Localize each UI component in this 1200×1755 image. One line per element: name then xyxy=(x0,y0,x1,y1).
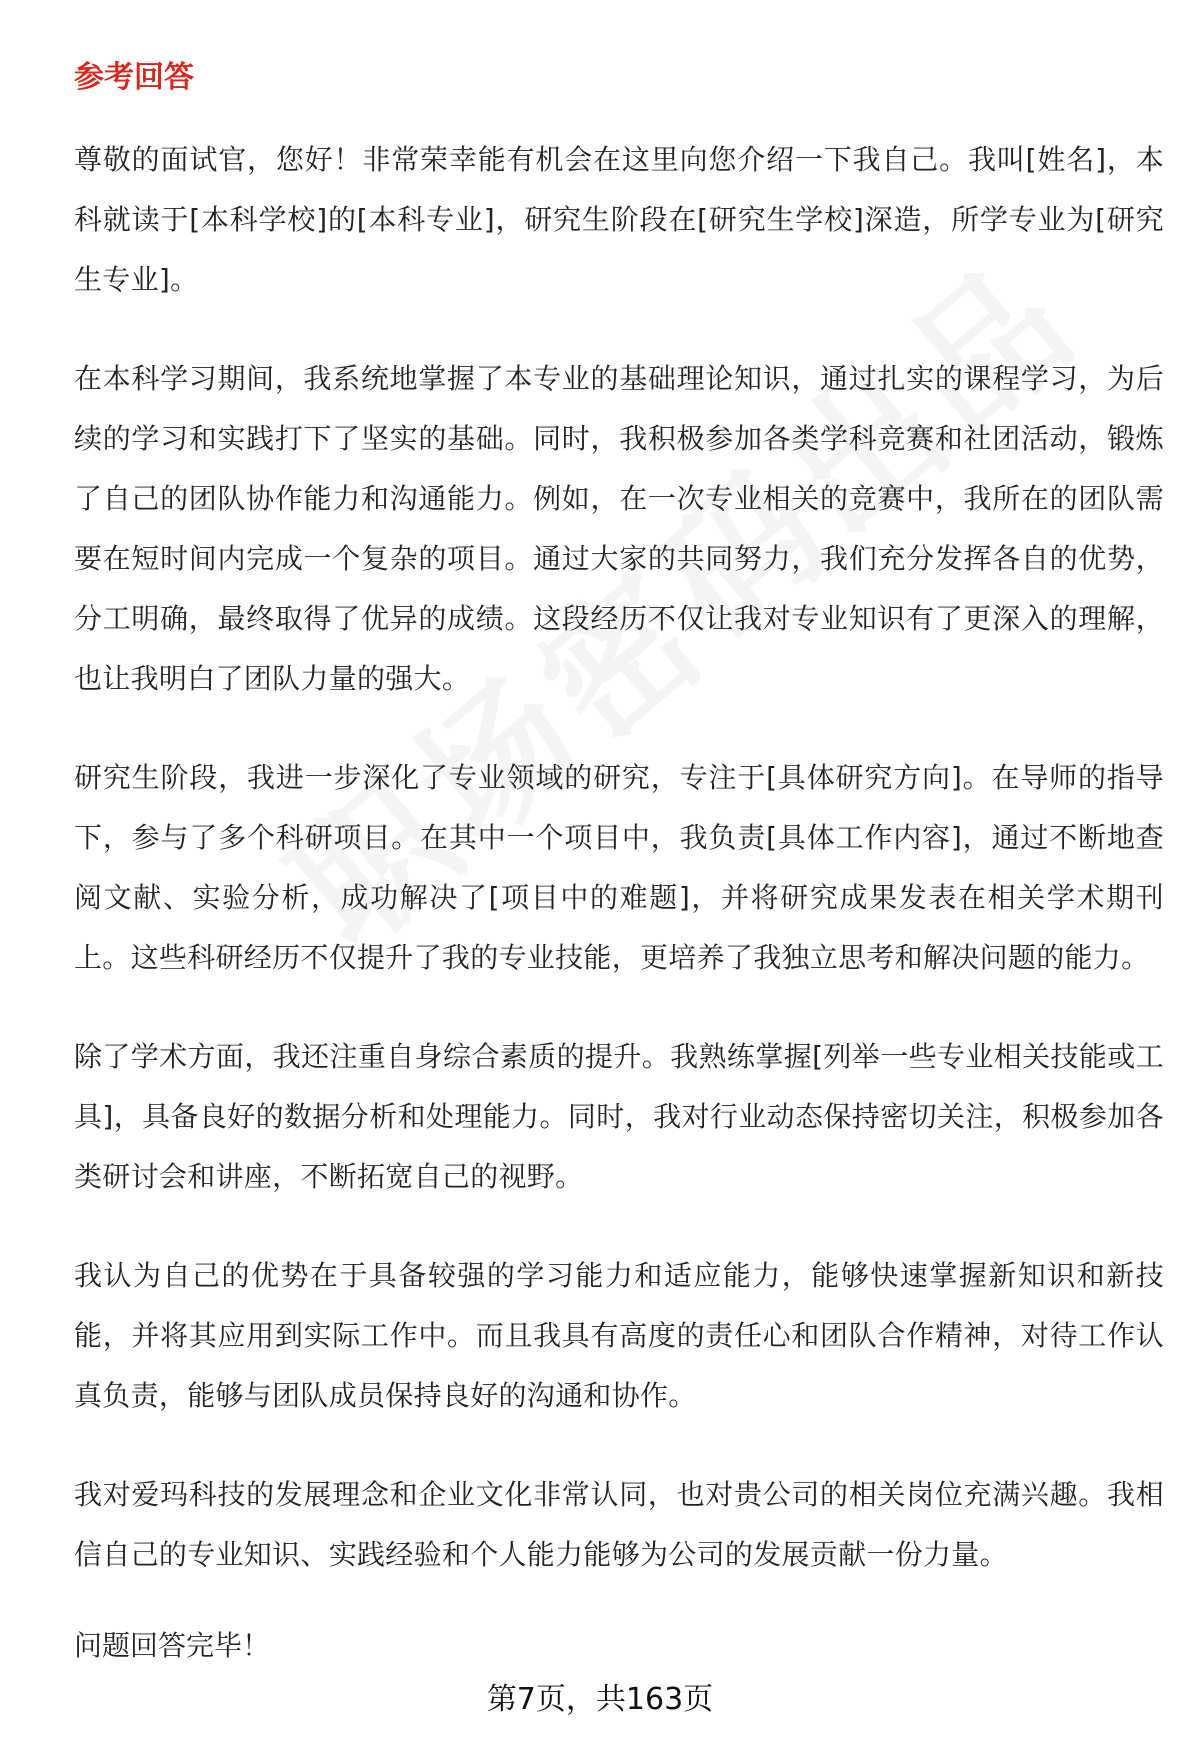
paragraph-undergraduate: 在本科学习期间，我系统地掌握了本专业的基础理论知识，通过扎实的课程学习，为后续的学习和实践打下了坚实的基础。同时，我积极参加各类学科竞赛和社团活动，锻炼了自己的团队协作能力和沟通能力。例如，在一次专业相关的竞赛中，我所在的团队需要在短时间内完成一个复杂的项目。通过大家的共同努力，我们充分发挥各自的优势，分工明确，最终取得了优异的成绩。这段经历不仅让我对专业知识有了更深入的理解，也让我明白了团队力量的强大。 xyxy=(74,362,1164,695)
paragraph-introduction: 尊敬的面试官，您好！非常荣幸能有机会在这里向您介绍一下我自己。我叫[姓名]，本科就读于[本科学校]的[本科专业]，研究生阶段在[研究生学校]深造，所学专业为[研究生专业]。 xyxy=(74,143,1164,296)
paragraph-company-interest: 我对爱玛科技的发展理念和企业文化非常认同，也对贵公司的相关岗位充满兴趣。我相信自己的专业知识、实践经验和个人能力能够为公司的发展贡献一份力量。 xyxy=(74,1478,1164,1571)
section-heading: 参考回答 xyxy=(74,60,194,95)
paragraph-graduate: 研究生阶段，我进一步深化了专业领域的研究，专注于[具体研究方向]。在导师的指导下，参与了多个科研项目。在其中一个项目中，我负责[具体工作内容]，通过不断地查阅文献、实验分析，成功解决了[项目中的难题]，并将研究成果发表在相关学术期刊上。这些科研经历不仅提升了我的专业技能，更培养了我独立思考和解决问题的能力。 xyxy=(74,761,1164,974)
paragraph-strengths: 我认为自己的优势在于具备较强的学习能力和适应能力，能够快速掌握新知识和新技能，并将其应用到实际工作中。而且我具有高度的责任心和团队合作精神，对待工作认真负责，能够与团队成员保持良好的沟通和协作。 xyxy=(74,1259,1164,1412)
paragraph-skills: 除了学术方面，我还注重自身综合素质的提升。我熟练掌握[列举一些专业相关技能或工具]，具备良好的数据分析和处理能力。同时，我对行业动态保持密切关注，积极参加各类研讨会和讲座，不断拓宽自己的视野。 xyxy=(74,1040,1164,1193)
page-number: 第7页，共163页 xyxy=(486,1682,714,1717)
closing-line: 问题回答完毕！ xyxy=(74,1629,271,1662)
answer-body xyxy=(74,130,1164,1624)
